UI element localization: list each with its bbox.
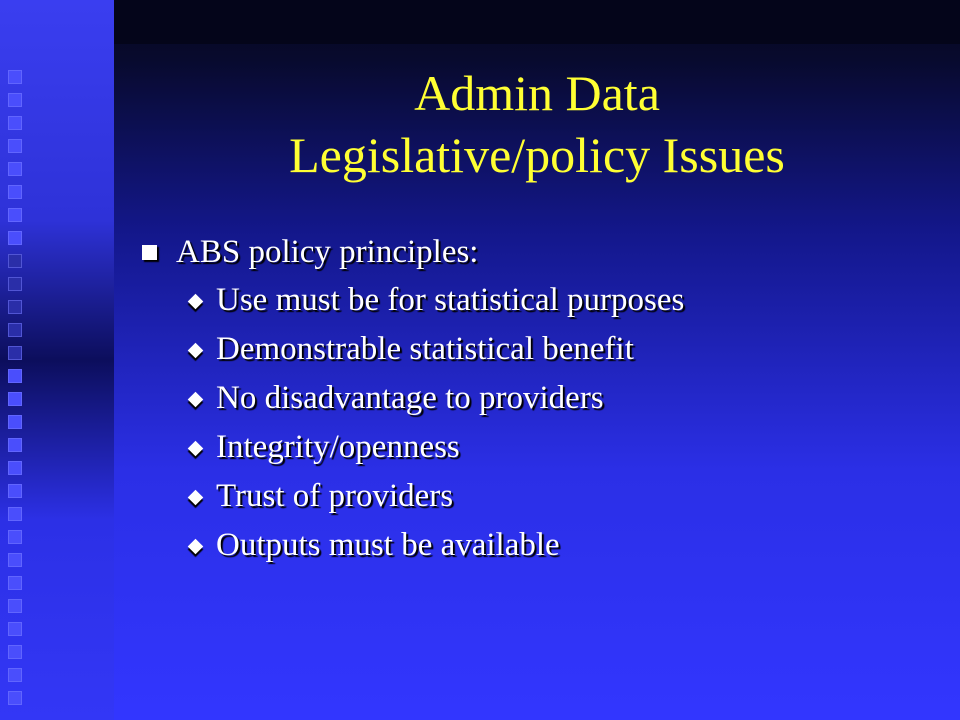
diamond-bullet-icon	[188, 343, 204, 359]
sub-bullet-item	[188, 374, 940, 423]
title-line-1: Admin Data	[414, 65, 660, 121]
diamond-bullet-icon	[188, 490, 204, 506]
sub-bullet-label: Demonstrable statistical benefit	[216, 331, 634, 367]
bullet-label: ABS policy principles:	[176, 234, 479, 270]
sub-bullet-label: Use must be for statistical purposes	[216, 282, 685, 318]
slide-title	[114, 62, 960, 186]
top-shade	[114, 0, 960, 44]
decorative-squares	[8, 70, 24, 710]
sub-bullet-item	[188, 472, 940, 521]
sub-bullet-item	[188, 423, 940, 472]
sub-bullet-label: Outputs must be available	[216, 527, 560, 563]
sub-bullet-item	[188, 276, 940, 325]
square-bullet-icon	[142, 245, 157, 260]
left-decorative-band	[0, 0, 114, 720]
sub-bullet-label: No disadvantage to providers	[216, 380, 604, 416]
diamond-bullet-icon	[188, 441, 204, 457]
sub-bullet-item	[188, 325, 940, 374]
diamond-bullet-icon	[188, 392, 204, 408]
bullet-item-main	[140, 228, 940, 276]
sub-bullet-label: Trust of providers	[216, 478, 454, 514]
sub-bullet-item	[188, 521, 940, 570]
title-line-2: Legislative/policy Issues	[289, 127, 785, 183]
bullet-list	[140, 228, 940, 570]
diamond-bullet-icon	[188, 294, 204, 310]
sub-bullet-label: Integrity/openness	[216, 429, 460, 465]
diamond-bullet-icon	[188, 539, 204, 555]
